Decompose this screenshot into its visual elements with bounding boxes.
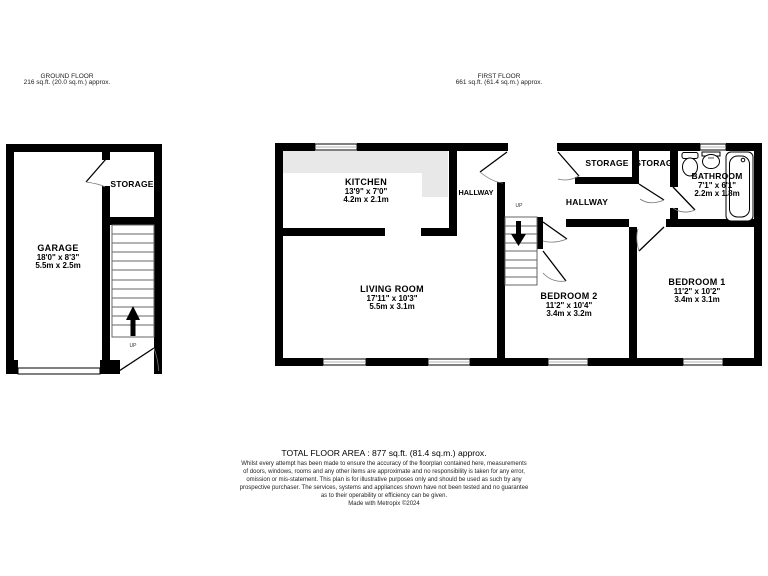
ground-floor-header [24,74,111,85]
ground-entry-door-swing [119,348,159,371]
disclaimer-line: prospective purchaser. The services, systems and appliances shown have not been tested and no guarantee [239,484,529,491]
first-floor-header [456,74,543,85]
room-label-bedroom-2: BEDROOM 2 11'2" x 10'4" 3.4m x 3.2m [540,291,598,319]
first-stairs-up-label: UP [515,203,523,209]
room-label-garage: GARAGE 18'0" x 8'3" 5.5m x 2.5m [35,243,81,271]
disclaimer-line: Whilst every attempt has been made to ensure the accuracy of the floorplan contained here, measurements [241,461,527,467]
ground-floor-area: 216 sq.ft. (20.0 sq.m.) approx. [23,78,111,86]
room-label-hallway-left: HALLWAY [458,188,494,197]
garage-door-opening [18,368,100,374]
total-floor-area: TOTAL FLOOR AREA : 877 sq.ft. (81.4 sq.m.) approx. [281,448,487,458]
ground-stairs-up-label: UP [129,343,137,349]
ground-storage-door-swing [86,159,106,187]
room-label-storage-left: STORAGE [585,158,629,168]
disclaimer-line: of doors, windows, rooms and any other items are approximate and no responsibility is taken for any error, [243,468,525,475]
sink-icon [702,152,720,169]
room-label-kitchen: KITCHEN 13'9" x 7'0" 4.2m x 2.1m [343,177,389,205]
disclaimer [240,461,529,508]
ground-floor-title: GROUND FLOOR [40,73,94,80]
room-label-ground-storage: STORAGE [110,179,154,189]
disclaimer-line: omission or mis-statement. This plan is for illustrative purposes only and should be used as such by any [246,476,522,483]
room-label-bathroom: BATHROOM 7'1" x 6'1" 2.2m x 1.8m [691,171,743,199]
first-floor-area: 661 sq.ft. (61.4 sq.m.) approx. [455,78,543,86]
metropix-credit: Made with Metropix ©2024 [348,500,420,507]
room-label-storage-right: STORAG [635,158,673,168]
room-label-hallway-main: HALLWAY [565,197,609,207]
first-floor-title: FIRST FLOOR [477,73,521,80]
disclaimer-line: as to their operability or efficiency can be given. [320,492,448,499]
room-label-bedroom-1: BEDROOM 1 11'2" x 10'2" 3.4m x 3.1m [668,277,726,305]
room-label-living-room: LIVING ROOM 17'11" x 10'3" 5.5m x 3.1m [360,284,424,312]
